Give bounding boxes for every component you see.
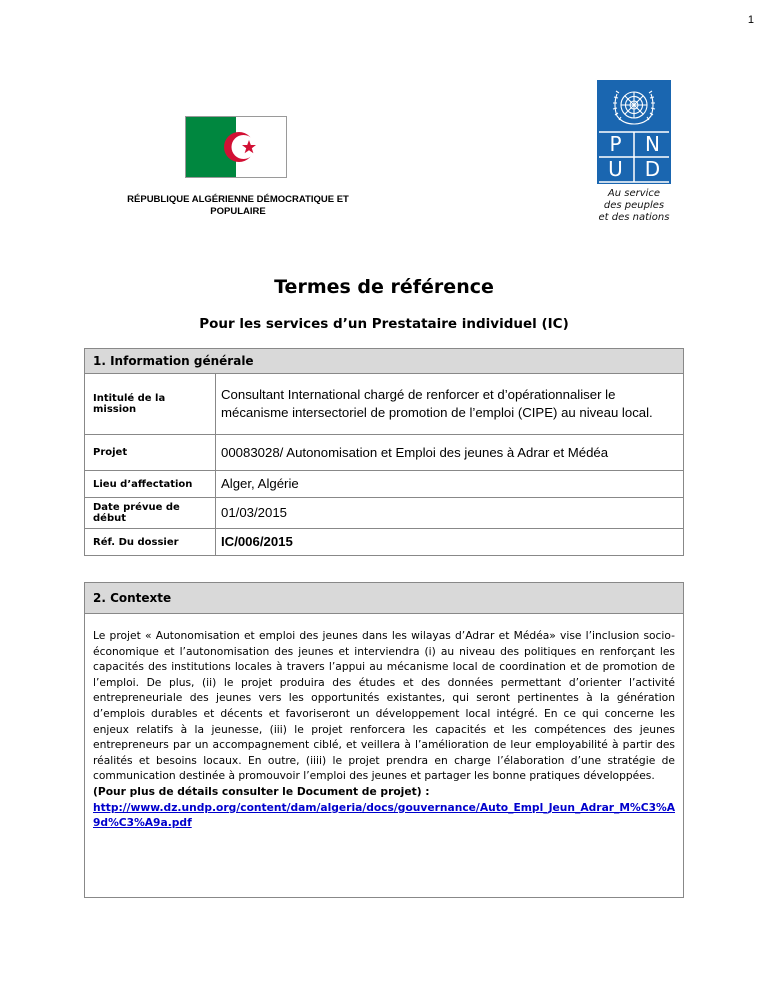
page-number: 1: [747, 14, 754, 26]
table-row: [85, 498, 684, 529]
section2-heading: 2. Contexte: [85, 583, 683, 614]
row-label-project: Projet: [85, 435, 216, 471]
context-body: [85, 614, 683, 831]
undp-tagline-line: des peuples: [603, 200, 665, 211]
undp-tagline-line: et des nations: [598, 212, 670, 223]
section1-heading: 1. Information générale: [85, 349, 684, 374]
context-section: [84, 582, 684, 898]
undp-letters: [597, 132, 671, 182]
row-value-project: 00083028/ Autonomisation et Emploi des jeunes à Adrar et Médéa: [216, 435, 684, 471]
table-row: [85, 435, 684, 471]
row-label-start-date: Date prévue de début: [85, 498, 216, 529]
row-value-reference: IC/006/2015: [216, 529, 684, 556]
context-paragraph: Le projet « Autonomisation et emploi des jeunes dans les wilayas d’Adrar et Médéa» vise l’inclusion socio-économique et l’autonomisation des jeunes et interviendra (i) au niveau des politiques en renforçant les capacités des institutions locales à travers l’appui au mécanisme local de coordination et de promotion de l’emploi. De plus, (ii) le projet produira des études et des données permettant d’orienter l’activité entrepreneuriale des jeunes vers les opportunités existantes, qui seront pertinentes à la génération d’emplois durables et décents et favoriseront un développement local intégré. En ce qui concerne les enjeux relatifs à la jeunesse, (iii) le projet renforcera les capacités et les compétences des jeunes entrepreneurs par un accompagnement ciblé, et veillera à l’amélioration de leur employabilité à partir des réalités et besoins locaux. En outre, (iiii) le projet prendra en charge l’élaboration d’une stratégie de communication destinée à promouvoir l’emploi des jeunes et partager les bonne pratiques développées.: [93, 629, 675, 783]
undp-logo-block: [597, 80, 671, 224]
row-label-reference: Réf. Du dossier: [85, 529, 216, 556]
row-value-location: Alger, Algérie: [216, 471, 684, 498]
row-label-mission: Intitulé de la mission: [85, 374, 216, 435]
undp-tagline-line: Au service: [607, 188, 661, 199]
undp-letter-n: N: [645, 132, 660, 156]
table-row: [85, 471, 684, 498]
undp-letter-p: P: [609, 132, 622, 156]
context-note: (Pour plus de détails consulter le Document de projet) :: [93, 784, 430, 798]
table-row: [85, 529, 684, 556]
algeria-flag: [185, 116, 287, 178]
row-value-mission: Consultant International chargé de renforcer et d’opérationnaliser le mécanisme intersectoriel de promotion de l’emploi (CIPE) au niveau local.: [216, 374, 684, 435]
section-header-row: [85, 349, 684, 374]
undp-letter-d: D: [644, 157, 661, 181]
republic-heading: RÉPUBLIQUE ALGÉRIENNE DÉMOCRATIQUE ET POPULAIRE: [127, 194, 349, 217]
document-subtitle: Pour les services d’un Prestataire individuel (IC): [199, 316, 569, 332]
project-document-link[interactable]: http://www.dz.undp.org/content/dam/algeria/docs/gouvernance/Auto_Empl_Jeun_Adrar_M%C3%A9d%C3%A9a.pdf: [93, 800, 675, 830]
table-row: [85, 374, 684, 435]
undp-letter-u: U: [608, 157, 623, 181]
row-value-start-date: 01/03/2015: [216, 498, 684, 529]
document-title: Termes de référence: [274, 276, 494, 298]
general-info-table: [84, 348, 684, 556]
row-label-location: Lieu d’affectation: [85, 471, 216, 498]
undp-tagline: [591, 188, 677, 224]
